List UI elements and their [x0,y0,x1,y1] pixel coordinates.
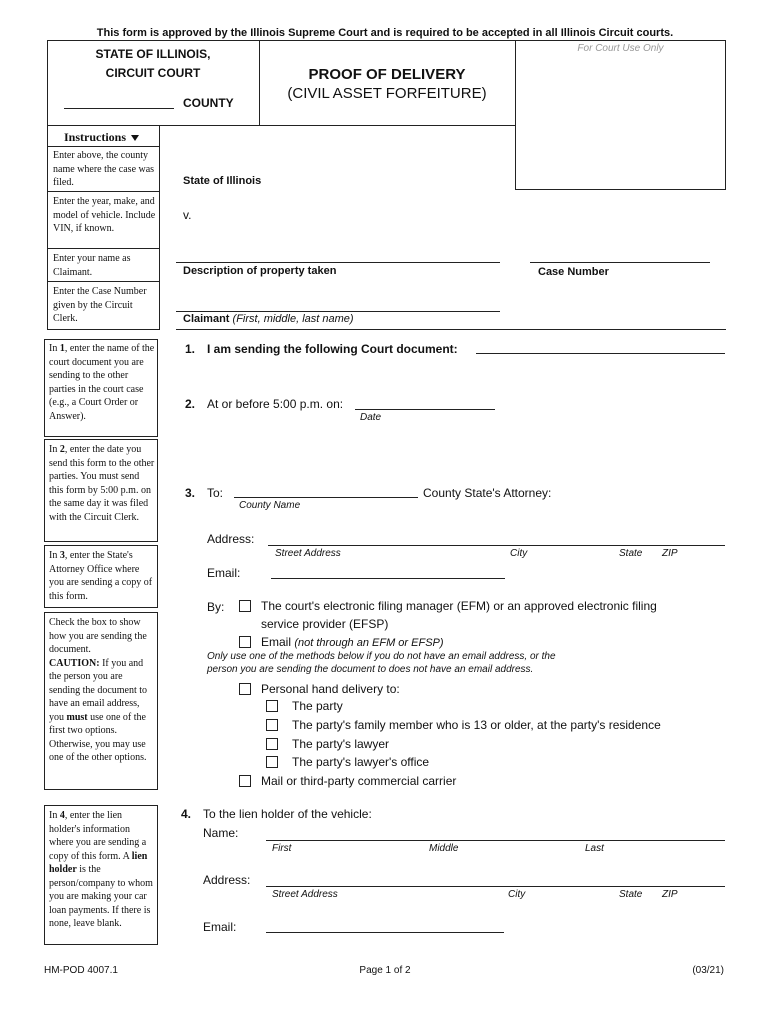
section-2-number: 2. [185,397,196,411]
form-code: HM-POD 4007.1 [44,965,118,976]
county-name-label: County Name [239,500,301,511]
county-input-line[interactable] [64,108,174,109]
email-input-line[interactable] [271,578,505,579]
court-use-label: For Court Use Only [577,43,664,54]
name-label: Name: [203,826,239,840]
instruction-county: Enter above, the county name where the case was filed. [53,150,155,188]
side-note-text: If you and the person you are sending the document to have an email address, you [49,657,148,723]
side-note-num: 3 [59,550,65,561]
instructions-heading [64,130,139,145]
method-note-line1: Only use one of the methods below if you do not have an email address, or the [207,651,556,662]
city-label: City [510,548,528,559]
court-document-input-line[interactable] [476,353,725,354]
side-note-num: 2 [59,444,65,455]
date-input-line[interactable] [355,409,495,410]
side-note-text: In [49,550,60,561]
side-note-text: is the person/company to whom you are making your car loan payments. If there is none, leave blank. [49,864,153,929]
side-note-num: 1 [59,343,65,354]
side-note-text: , enter the State's Attorney Office where you are sending a copy of this form. [49,550,153,602]
personal-delivery-checkbox[interactable] [239,683,251,695]
lien-name-input-line[interactable] [266,840,725,841]
side-note-text: In [49,343,60,354]
side-note-2-text [49,443,155,524]
instruction-case-number: Enter the Case Number given by the Circuit Clerk. [53,286,147,324]
efm-option-line1: The court's electronic filing manager (EFM) or an approved electronic filing [261,599,657,613]
side-note-num: 4 [59,810,65,821]
side-note-text: use one of the first two options. Otherwise, you may use one of the other options. [49,711,147,763]
side-note-text: In [49,810,60,821]
side-note-4-text [49,616,155,765]
email-checkbox[interactable] [239,636,251,648]
claimant-input-line[interactable] [176,311,500,312]
section-2-text: At or before 5:00 p.m. on: [207,397,344,411]
lien-state-label: State [619,889,643,900]
versus-label: v. [183,208,192,222]
date-label: Date [360,412,382,423]
section-1-text: I am sending the following Court document: [207,342,458,356]
lawyer-office-option: The party's lawyer's office [292,755,430,769]
personal-delivery-option: Personal hand delivery to: [261,682,400,696]
section-3-to: To: [207,486,224,500]
lien-address-label: Address: [203,873,251,887]
side-note-text: , enter the date you send this form to the other parties. You must send this form by 5:00 p.m. on the same day it was filed with the Circuit Clerk. [49,444,155,523]
instruction-claimant: Enter your name as Claimant. [53,253,131,278]
last-name-label: Last [585,843,604,854]
family-member-checkbox[interactable] [266,719,278,731]
states-attorney-label: County State's Attorney: [423,486,552,500]
lien-email-label: Email: [203,920,237,934]
email-label: Email: [207,566,241,580]
lien-holder-label: lien holder [49,850,148,875]
party-checkbox[interactable] [266,700,278,712]
claimant-hint: (First, middle, last name) [232,313,354,325]
middle-name-label: Middle [429,843,459,854]
side-note-text: Check the box to show how you are sending the document. [49,617,147,655]
address-label: Address: [207,532,255,546]
side-note-text: , enter the lien holder's information where you are sending a copy of this form. A [49,810,147,862]
section-3-number: 3. [185,486,196,500]
caution-label: CAUTION: [49,657,100,669]
side-note-text: , enter the name of the court document you are sending to the other parties in the court case (e.g., a Court Order or Answer). [49,343,155,422]
lien-city-label: City [508,889,526,900]
lien-street-label: Street Address [272,889,338,900]
side-note-text: In [49,444,60,455]
form-title: PROOF OF DELIVERY [308,66,466,83]
zip-label: ZIP [662,548,678,559]
claimant-label: Claimant [183,313,230,325]
email-option-hint: (not through an EFM or EFSP) [294,637,444,649]
lien-email-input-line[interactable] [266,932,504,933]
must-label: must [66,711,88,723]
side-note-1-text [49,342,155,423]
by-label: By: [207,600,225,614]
lawyer-option: The party's lawyer [292,737,389,751]
instructions-heading-text: Instructions [64,130,127,144]
method-note-line2: person you are sending the document to does not have an email address. [207,664,534,675]
email-option [261,635,444,649]
section-4-number: 4. [181,807,192,821]
side-note-5-text [49,809,155,931]
lawyer-office-checkbox[interactable] [266,756,278,768]
mail-checkbox[interactable] [239,775,251,787]
case-number-input-line[interactable] [530,262,710,263]
case-number-label: Case Number [538,266,609,278]
form-date: (03/21) [692,965,724,976]
party-option: The party [292,699,343,713]
street-address-label: Street Address [275,548,341,559]
court-heading: CIRCUIT COURT [105,66,201,80]
property-input-line[interactable] [176,262,500,263]
state-of-illinois: State of Illinois [183,175,262,187]
section-1-number: 1. [185,342,196,356]
claimant-label-wrap [183,313,354,325]
lawyer-checkbox[interactable] [266,738,278,750]
section-4-text: To the lien holder of the vehicle: [203,807,372,821]
form-subtitle: (CIVIL ASSET FORFEITURE) [287,85,487,102]
instruction-vehicle: Enter the year, make, and model of vehicle. Include VIN, if known. [53,196,156,234]
lien-address-input-line[interactable] [266,886,725,887]
caret-down-icon [131,135,139,141]
family-member-option: The party's family member who is 13 or older, at the party's residence [292,718,661,732]
county-name-input-line[interactable] [234,497,418,498]
state-heading: STATE OF ILLINOIS, [95,47,211,61]
mail-option: Mail or third-party commercial carrier [261,774,457,788]
first-name-label: First [272,843,292,854]
lien-zip-label: ZIP [662,889,678,900]
top-notice: This form is approved by the Illinois Supreme Court and is required to be accepted in all Illinois Circuit courts. [96,27,674,39]
page-number: Page 1 of 2 [359,965,411,976]
property-label: Description of property taken [183,265,337,277]
address-input-line[interactable] [268,545,725,546]
efm-checkbox[interactable] [239,600,251,612]
county-label: COUNTY [183,96,234,110]
state-label: State [619,548,643,559]
side-note-3-text [49,549,155,603]
efm-option-line2: service provider (EFSP) [261,617,389,631]
email-option-label: Email [261,635,292,649]
